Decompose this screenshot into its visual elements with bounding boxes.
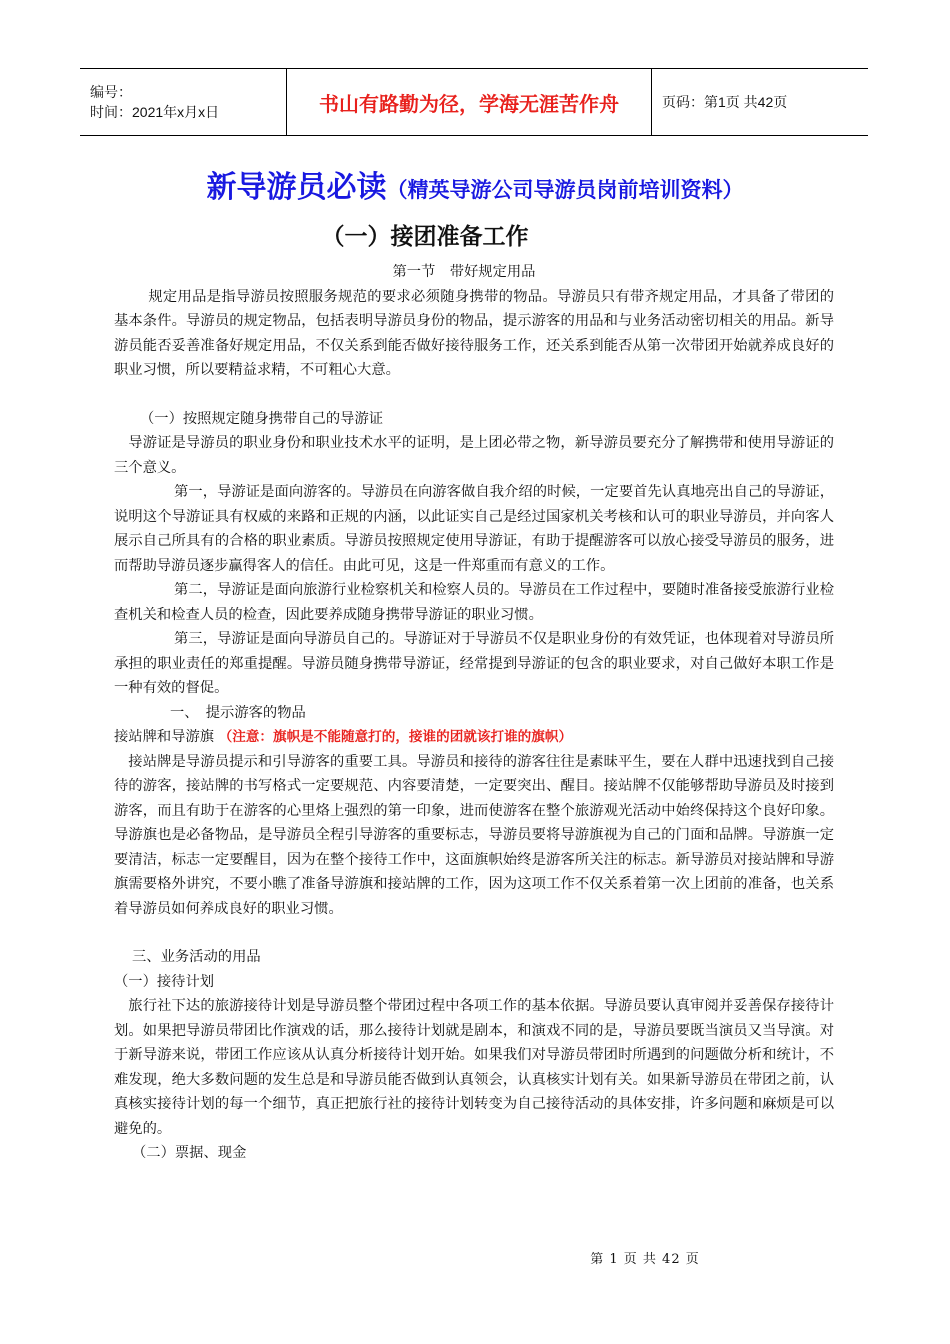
document-title-main: 新导游员必读 [206, 170, 387, 205]
subheading-tips: 一、 提示游客的物品 [170, 704, 306, 721]
paragraph-first: 第一，导游证是面向游客的。导游员在向游客做自我介绍的时候，一定要首先认真地亮出自己的导游证，说明这个导游证具有权威的来路和正规的内涵，以此证实自己是经过国家机关考核和认可的职业导游员，并向客人展示自己所具有的合格的职业素质。导游员按照规定使用导游证，有助于提醒游客可以放心接受导游员的服务，进而帮助导游员逐步赢得客人的信任。由此可见，这是一件郑重而有意义的工作。 [114, 484, 834, 574]
document-title [0, 162, 950, 206]
paragraph-flag: 接站牌是导游员提示和引导游客的重要工具。导游员和接待的游客往往是素昧平生，要在人群中迅速找到自己接待的游客，接站牌的书写格式一定要规范、内容要清楚，一定要突出、醒目。接站牌不仅能够帮助导游员及时接到游客，而且有助于在游客的心里烙上强烈的第一印象，进而使游客在整个旅游观光活动中始终保持这个良好印象。导游旗也是必备物品，是导游员全程引导游客的重要标志，导游员要将导游旗视为自己的门面和品牌。导游旗一定要清洁，标志一定要醒目，因为在整个接待工作中，这面旗帜始终是游客所关注的标志。新导游员对接站牌和导游旗需要格外讲究，不要小瞧了准备导游旗和接站牌的工作，因为这项工作不仅关系着第一次上团前的准备，也关系着导游员如何养成良好的职业习惯。 [114, 753, 834, 917]
paragraph-plan: 旅行社下达的旅游接待计划是导游员整个带团过程中各项工作的基本依据。导游员要认真审阅并妥善保存接待计划。如果把导游员带团比作演戏的话，那么接待计划就是剧本，和演戏不同的是，导游员要既当演员又当导演。对于新导游来说，带团工作应该从认真分析接待计划开始。如果我们对导游员带团时所遇到的问题做分析和统计，不难发现，绝大多数问题的发生总是和导游员能否做到认真领会，认真核实计划有关。如果新导游员在带团之前，认真核实接待计划的每一个细节，真正把旅行社的接待计划转变为自己接待活动的具体安排，许多问题和麻烦是可以避免的。 [114, 998, 834, 1137]
section-heading: 第一节 带好规定用品 [392, 264, 536, 280]
subheading-plan: （一）接待计划 [114, 973, 215, 990]
flag-heading-text: 接站牌和导游旗 [114, 729, 215, 745]
document-title-sub: （精英导游公司导游员岗前培训资料） [386, 178, 744, 202]
page-info-text: 页码：第1页 共42页 [662, 94, 788, 110]
document-time-label: 时间：2021年x月x日 [90, 104, 220, 120]
page-footer: 第 1 页 共 42 页 [590, 1252, 700, 1267]
paragraph-intro: 规定用品是指导游员按照服务规范的要求必须随身携带的物品。导游员只有带齐规定用品，才具备了带团的基本条件。导游员的规定物品，包括表明导游员身份的物品，提示游客的用品和与业务活动密切相关的用品。新导游员能否妥善准备好规定用品，不仅关系到能否做好接待服务工作，还关系到能否从第一次带团开始就养成良好的职业习惯，所以要精益求精，不可粗心大意。 [114, 288, 834, 378]
document-number-label: 编号： [90, 84, 132, 100]
subheading-flag [114, 725, 834, 750]
paragraph-guide-card: 导游证是导游员的职业身份和职业技术水平的证明，是上团必带之物，新导游员要充分了解携带和使用导游证的三个意义。 [114, 435, 834, 476]
document-body [114, 260, 834, 1166]
subheading-business: 三、业务活动的用品 [132, 949, 261, 965]
flag-warning-note: （注意：旗帜是不能随意打的，接谁的团就该打谁的旗帜） [218, 729, 573, 745]
page-header [80, 68, 868, 136]
paragraph-third: 第三，导游证是面向导游员自己的。导游证对于导游员不仅是职业身份的有效凭证，也体现着对导游员所承担的职业责任的郑重提醒。导游员随身携带导游证，经常提到导游证的包含的职业要求，对自己做好本职工作是一种有效的督促。 [114, 631, 834, 696]
paragraph-second: 第二，导游证是面向旅游行业检察机关和检察人员的。导游员在工作过程中，要随时准备接受旅游行业检查机关和检查人员的检查，因此要养成随身携带导游证的职业习惯。 [114, 582, 834, 623]
subheading-guide-card: （一）按照规定随身携带自己的导游证 [140, 410, 384, 427]
motto-text: 书山有路勤为径，学海无涯苦作舟 [319, 91, 619, 116]
subheading-tickets: （二）票据、现金 [132, 1145, 247, 1161]
document-subtitle: （一）接团准备工作 [321, 224, 529, 250]
header-meta [80, 69, 286, 135]
header-page-info [652, 69, 868, 135]
header-motto [286, 69, 652, 135]
